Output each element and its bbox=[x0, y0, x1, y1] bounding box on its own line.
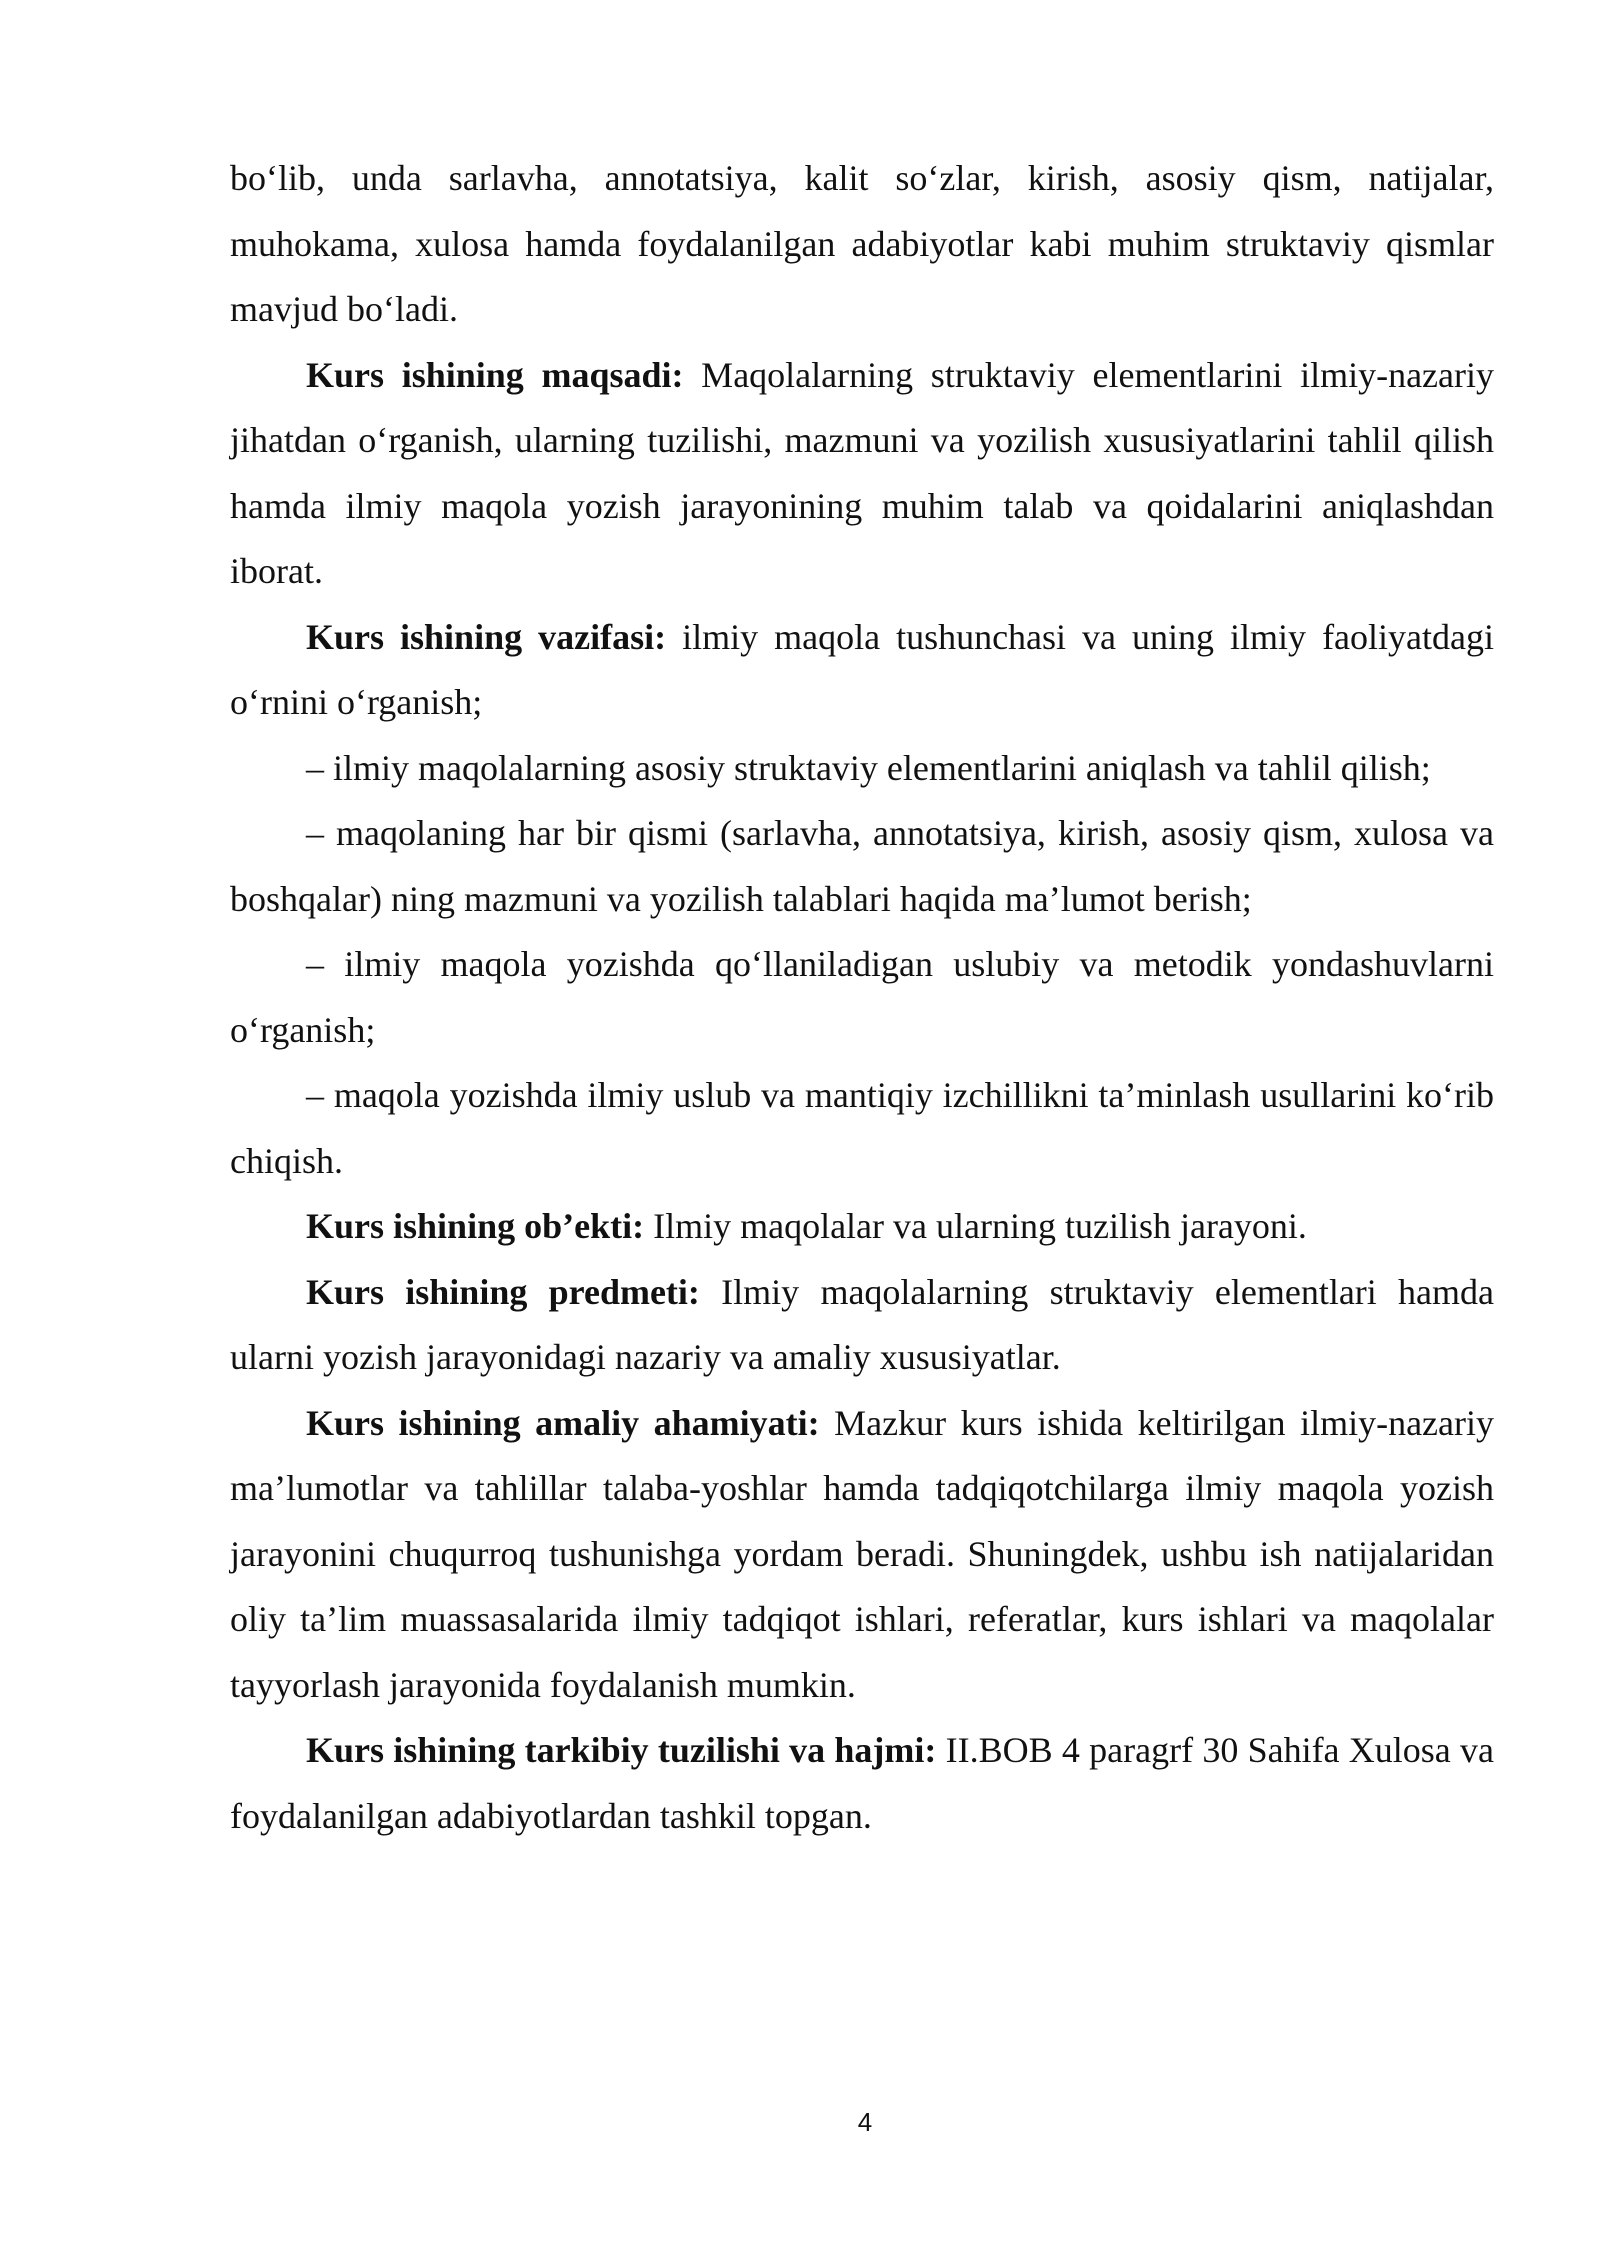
paragraph-text: Ilmiy maqolalarning struktaviy elementlari hamda ularni yozish jarayonidagi nazariy va amaliy xususiyatlar. bbox=[230, 1271, 1495, 1377]
paragraph-text: ilmiy maqola tushunchasi va uning ilmiy faoliyatdagi o‘rnini o‘rganish; bbox=[230, 616, 1494, 722]
paragraph-text: II.BOB 4 paragrf 30 Sahifa Xulosa va foydalanilgan adabiyotlardan tashkil topgan. bbox=[230, 1730, 1495, 1836]
paragraph-heading: Kurs ishining maqsadi: bbox=[306, 354, 684, 395]
paragraph-structure bbox=[230, 1718, 1494, 1849]
paragraph-text: – maqola yozishda ilmiy uslub va mantiqiy izchillikni ta’minlash usullarini ko‘rib chiqish. bbox=[230, 1075, 1494, 1181]
paragraph-heading: Kurs ishining ob’ekti: bbox=[306, 1206, 645, 1246]
paragraph-text: Ilmiy maqolalar va ularning tuzilish jarayoni. bbox=[644, 1206, 1307, 1246]
paragraph-object bbox=[230, 1194, 1494, 1260]
paragraph-heading: Kurs ishining amaliy ahamiyati: bbox=[306, 1402, 820, 1443]
paragraph-subject bbox=[230, 1260, 1494, 1391]
paragraph-continuation bbox=[230, 146, 1494, 343]
paragraph-heading: Kurs ishining predmeti: bbox=[306, 1271, 700, 1312]
paragraph-text: – maqolaning har bir qismi (sarlavha, annotatsiya, kirish, asosiy qism, xulosa va boshqalar) ning mazmuni va yozilish talablari haqida ma’lumot berish; bbox=[230, 813, 1494, 919]
task-list-item bbox=[230, 932, 1494, 1063]
paragraph-heading: Kurs ishining vazifasi: bbox=[306, 616, 667, 657]
paragraph-text: bo‘lib, unda sarlavha, annotatsiya, kalit so‘zlar, kirish, asosiy qism, natijalar, muhokama, xulosa hamda foydalanilgan adabiyotlar kabi muhim struktaviy qismlar mavjud bo‘ladi. bbox=[230, 158, 1494, 329]
paragraph-goal bbox=[230, 343, 1494, 605]
task-list-item bbox=[230, 736, 1494, 802]
task-list-item bbox=[230, 801, 1494, 932]
paragraph-tasks bbox=[230, 605, 1494, 736]
paragraph-text: – ilmiy maqolalarning asosiy struktaviy elementlarini aniqlash va tahlil qilish; bbox=[306, 747, 1431, 788]
paragraph-heading: Kurs ishining tarkibiy tuzilishi va hajmi: bbox=[306, 1730, 937, 1770]
paragraph-practical-importance bbox=[230, 1391, 1494, 1719]
page-number: 4 bbox=[857, 2107, 873, 2137]
paragraph-text: Mazkur kurs ishida keltirilgan ilmiy-nazariy ma’lumotlar va tahlillar talaba-yoshlar hamda tadqiqotchilarga ilmiy maqola yozish jarayonini chuqurroq tushunishga yordam beradi. Shuningdek, ushbu ish natijalaridan oliy ta’lim muassasalarida ilmiy tadqiqot ishlari, referatlar, kurs ishlari va maqolalar tayyorlash jarayonida foydalanish mumkin. bbox=[230, 1402, 1494, 1705]
paragraph-text: Maqolalarning struktaviy elementlarini ilmiy-nazariy jihatdan o‘rganish, ularning tuzilishi, mazmuni va yozilish xususiyatlarini tahlil qilish hamda ilmiy maqola yozish jarayonining muhim talab va qoidalarini aniqlashdan iborat. bbox=[230, 354, 1494, 591]
document-page bbox=[230, 146, 1494, 1849]
paragraph-text: – ilmiy maqola yozishda qo‘llaniladigan uslubiy va metodik yondashuvlarni o‘rganish; bbox=[230, 944, 1494, 1050]
task-list-item bbox=[230, 1063, 1494, 1194]
